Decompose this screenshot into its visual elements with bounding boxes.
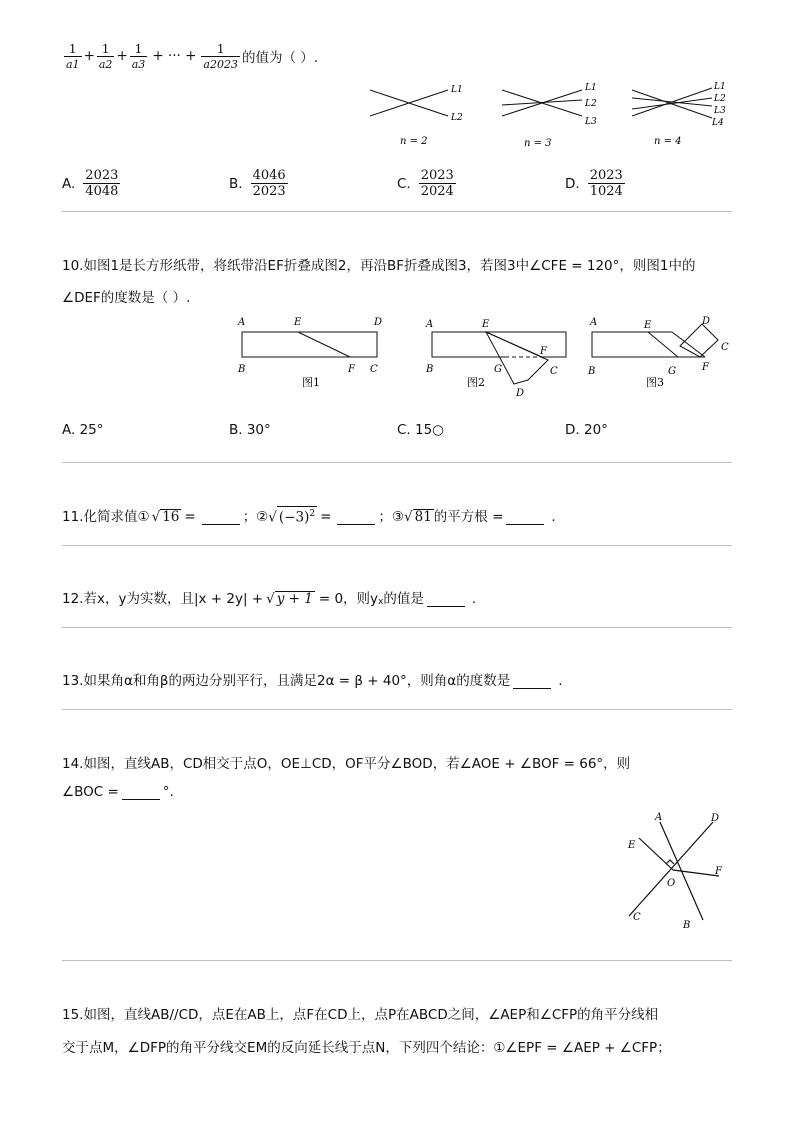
q10-line-2: ∠DEF的度数是（ ）. [62,290,191,306]
q9-fraction-2: $\frac{1}{a2}$ [98,40,113,71]
caption-fig2: 图2 [467,376,485,389]
svg-text:A: A [426,319,434,330]
q10-option-d[interactable]: D. 20° [565,422,608,438]
q9-fraction-3: $\frac{1}{a3}$ [131,40,146,71]
figure-n2 [370,90,448,116]
answer-blank[interactable] [513,676,551,689]
q9-option-c[interactable]: C. $\frac{2023}{2024}$ [397,168,454,199]
label-L3: L3 [714,106,726,116]
q12-text: 12.若x，y为实数，且|x + 2y| + √ y + 1 = 0，则y $_x$ 的值是 . [62,591,477,607]
caption-fig1: 图1 [302,376,320,389]
label-L2: L2 [714,94,726,104]
svg-text:E: E [628,840,636,851]
label-L2: L2 [585,99,597,109]
q14-line-1: 14.如图，直线AB，CD相交于点O，OE⊥CD，OF平分∠BOD，若∠AOE + ∠BOF = 66°，则 [62,756,631,772]
svg-text:A: A [238,317,246,328]
figure-n3 [502,90,582,116]
label-L2: L2 [451,113,463,123]
q14-intersecting-lines-figure [615,808,735,938]
q9-fraction-1: $\frac{1}{a1}$ [66,40,80,71]
sqrt-16: √ 16 [151,509,180,525]
divider [62,627,732,628]
q10-option-a[interactable]: A. 25° [62,422,104,438]
q9-expression [62,36,318,76]
answer-blank[interactable] [427,594,465,607]
svg-text:D: D [516,388,525,399]
svg-text:F: F [702,362,709,373]
svg-text:B: B [238,364,246,375]
option-letter: B. [229,175,243,192]
svg-text:F: F [540,346,547,357]
fig1-fold-line [298,332,350,357]
answer-blank[interactable] [122,787,160,800]
svg-text:E: E [644,320,652,331]
sqrt-y-plus-1: √ y + 1 [266,591,313,607]
plus-sign: + [116,48,128,64]
svg-text:D: D [374,317,383,328]
q13-text: 13.如果角α和角β的两边分别平行，且满足2α = β + 40°，则角α的度数是 . [62,673,563,689]
svg-text:F: F [715,866,722,877]
sqrt-81: √ 81 [404,509,432,525]
q10-folding-figures [230,310,740,400]
q11-text: 11.化简求值① √ 16 = ；② √ $(-3)^2$ = ；③ √ 81 的平方根 = . [62,505,556,525]
q14-line-2: ∠BOC = °. [62,784,174,800]
caption-n2: n = 2 [400,136,428,147]
svg-text:C: C [721,342,729,353]
svg-text:B: B [683,920,691,931]
option-letter: C. [397,175,411,192]
svg-text:B: B [588,366,596,377]
label-L3: L3 [585,117,597,127]
svg-text:O: O [667,878,676,889]
svg-text:A: A [590,317,598,328]
fig2-folded-flap [486,332,548,384]
svg-text:C: C [633,912,641,923]
divider [62,211,732,212]
divider [62,462,732,463]
label-L4: L4 [712,118,724,128]
svg-text:D: D [711,813,720,824]
svg-text:F: F [348,364,355,375]
label-L1: L1 [451,85,463,95]
answer-blank-1[interactable] [202,512,240,525]
svg-text:D: D [702,316,711,327]
q9-question-tail: 的值为（ ）. [241,50,319,66]
svg-text:E: E [482,319,490,330]
right-angle-mark [666,860,674,864]
plus-sign: + [83,48,95,64]
divider [62,709,732,710]
option-letter: D. [565,175,580,192]
q15-line-2: 交于点M，∠DFP的角平分线交EM的反向延长线于点N，下列四个结论：①∠EPF = ∠AEP + ∠CFP； [62,1040,671,1056]
ellipsis: + ··· + [152,48,197,64]
q10-line-1: 10.如图1是长方形纸带，将纸带沿EF折叠成图2，再沿BF折叠成图3，若图3中∠CFE = 120°，则图1中的 [62,258,696,274]
q9-line-figures [360,76,740,156]
sqrt-neg3-squared: √ $(-3)^2$ [268,506,317,526]
caption-n3: n = 3 [524,138,552,149]
label-L1: L1 [585,83,597,93]
fig1-strip [242,332,377,357]
answer-blank-3[interactable] [506,512,544,525]
q9-option-b[interactable]: B. $\frac{4046}{2023}$ [229,168,286,199]
ray-OF [673,870,719,876]
caption-fig3: 图3 [646,376,664,389]
q10-option-c[interactable]: C. 15○ [397,422,444,438]
divider [62,960,732,961]
label-L1: L1 [714,82,726,92]
q9-fraction-last: $\frac{1}{a2023}$ [203,40,238,71]
q9-option-d[interactable]: D. $\frac{2023}{1024}$ [565,168,623,199]
svg-text:G: G [494,364,502,375]
q15-line-1: 15.如图，直线AB//CD，点E在AB上，点F在CD上，点P在ABCD之间，∠AEP和∠CFP的角平分线相 [62,1007,659,1023]
answer-blank-2[interactable] [337,512,375,525]
figure-n4 [632,88,712,118]
svg-text:C: C [550,366,558,377]
caption-n4: n = 4 [654,136,682,147]
divider [62,545,732,546]
svg-text:C: C [370,364,378,375]
svg-text:E: E [294,317,302,328]
ray-OE [639,838,673,870]
q9-option-a[interactable]: A. $\frac{2023}{4048}$ [62,168,119,199]
line-CD [629,822,713,916]
option-letter: A. [62,175,76,192]
svg-text:A: A [655,812,663,823]
q10-option-b[interactable]: B. 30° [229,422,271,438]
svg-text:G: G [668,366,676,377]
svg-text:B: B [426,364,434,375]
